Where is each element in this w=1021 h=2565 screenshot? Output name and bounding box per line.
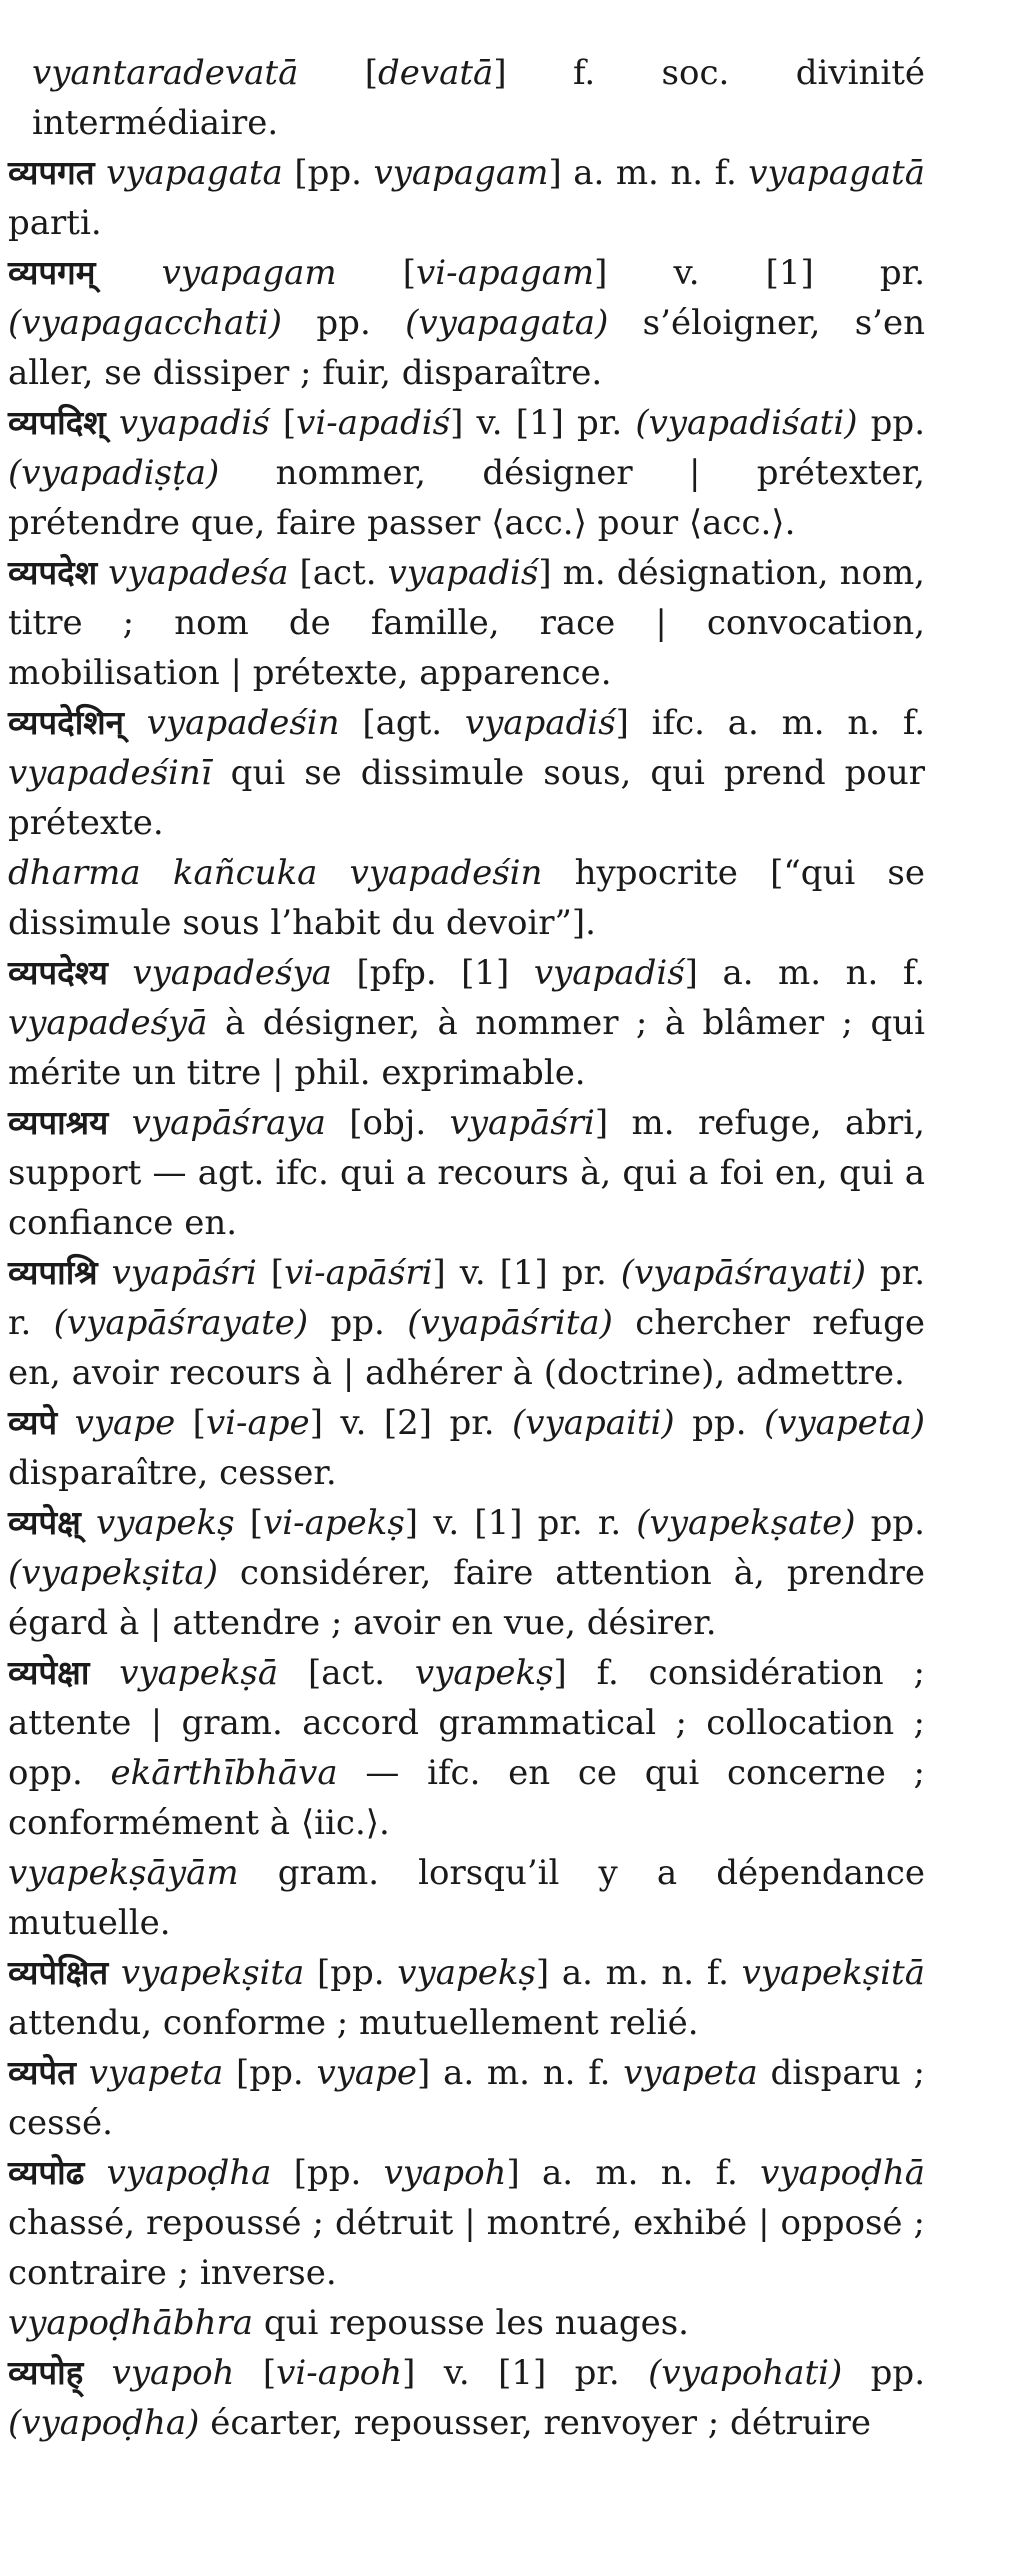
headword-devanagari: व्यपाश्रय bbox=[8, 1103, 109, 1142]
italic-term: vyapekṣ bbox=[397, 1953, 536, 1993]
italic-term: (vyapoḍha) bbox=[8, 2403, 200, 2443]
italic-term: (vyapekṣate) bbox=[636, 1503, 856, 1543]
entry-text: ] m. refuge, abri, support — agt. ifc. qui a recours à, qui a foi en, qui a confiance en. bbox=[8, 1103, 925, 1243]
entry-text: ] f. soc. divinité intermédiaire. bbox=[32, 53, 925, 143]
dictionary-entry bbox=[8, 1398, 925, 1498]
italic-term: vyapagatā bbox=[748, 153, 925, 193]
dictionary-entry bbox=[8, 1648, 925, 1848]
italic-term: (vyapohati) bbox=[648, 2353, 843, 2393]
italic-term: vyapadiś bbox=[464, 703, 616, 743]
italic-term: vyapagam bbox=[161, 253, 337, 293]
entry-text bbox=[84, 2153, 106, 2193]
italic-term: vyapāśri bbox=[111, 1253, 257, 1293]
entry-text: pp. bbox=[855, 1503, 925, 1543]
entry-text: nommer, désigner | prétexter, prétendre que, faire passer ⟨acc.⟩ pour ⟨acc.⟩. bbox=[8, 453, 925, 543]
entry-text: ] v. [1] pr. bbox=[402, 2353, 649, 2393]
italic-term: vyapadiś bbox=[533, 953, 685, 993]
italic-term: vyapāśraya bbox=[131, 1103, 326, 1143]
italic-term: vyape bbox=[316, 2053, 418, 2093]
entry-text: [ bbox=[298, 53, 379, 93]
italic-term: vyapekṣita bbox=[120, 1953, 305, 1993]
entry-text: [pp. bbox=[223, 2053, 317, 2093]
entry-text: gram. lorsqu’il y a dépendance mutuelle. bbox=[8, 1853, 925, 1943]
entry-text bbox=[108, 953, 133, 993]
italic-term: vyapekṣāyām bbox=[8, 1853, 239, 1893]
italic-term: (vyapagata) bbox=[405, 303, 609, 343]
headword-devanagari: व्यपदिश् bbox=[8, 403, 106, 442]
italic-term: vyapadeśyā bbox=[8, 1003, 208, 1043]
headword-devanagari: व्यपेक्षा bbox=[8, 1653, 90, 1692]
entry-text: écarter, repousser, renvoyer ; détruire bbox=[199, 2403, 872, 2443]
headword-devanagari: व्यपदेशिन् bbox=[8, 703, 124, 742]
dictionary-entry bbox=[8, 2048, 925, 2148]
entry-text bbox=[106, 403, 119, 443]
entry-text: ] a. m. n. f. bbox=[684, 953, 925, 993]
entry-text: [obj. bbox=[325, 1103, 450, 1143]
italic-term: (vyapāśrayate) bbox=[53, 1303, 309, 1343]
entry-text bbox=[98, 1253, 112, 1293]
dictionary-entry bbox=[8, 1498, 925, 1648]
headword-devanagari: व्यपदेश bbox=[8, 553, 98, 592]
dictionary-entry bbox=[8, 948, 925, 1098]
italic-term: vyapoh bbox=[111, 2353, 235, 2393]
headword-devanagari: व्यपेक्षित bbox=[8, 1953, 109, 1992]
headword-devanagari: व्यपगत bbox=[8, 153, 95, 192]
entry-text: pp. bbox=[308, 1303, 408, 1343]
italic-term: vyapeta bbox=[88, 2053, 224, 2093]
entry-text: pp. bbox=[282, 303, 406, 343]
entry-text: ] m. désignation, nom, titre ; nom de famille, race | convocation, mobilisation | prétexte, apparence. bbox=[8, 553, 925, 693]
entry-text: chercher refuge en, avoir recours à | adhérer à (doctrine), admettre. bbox=[8, 1303, 925, 1393]
italic-term: vyapagam bbox=[373, 153, 549, 193]
headword-devanagari: व्यपे bbox=[8, 1403, 58, 1442]
entry-text bbox=[95, 253, 161, 293]
italic-term: vyapāśri bbox=[449, 1103, 595, 1143]
entry-text: disparu ; cessé. bbox=[8, 2053, 926, 2143]
italic-term: vyapekṣ bbox=[95, 1503, 235, 1543]
headword-devanagari: व्यपोह् bbox=[8, 2353, 84, 2392]
italic-term: (vyapāśrita) bbox=[407, 1303, 613, 1343]
italic-term: dharma kañcuka vyapadeśin bbox=[8, 853, 543, 893]
entry-text: [pp. bbox=[282, 153, 374, 193]
entry-text: s’éloigner, s’en aller, se dissiper ; fuir, disparaître. bbox=[8, 303, 926, 393]
entry-text bbox=[108, 1103, 131, 1143]
entry-text: ] a. m. n. f. bbox=[548, 153, 749, 193]
entry-text: [pp. bbox=[271, 2153, 384, 2193]
entry-text: attendu, conforme ; mutuellement relié. bbox=[8, 2003, 699, 2043]
headword-devanagari: व्यपेत bbox=[8, 2053, 76, 2092]
entry-text bbox=[81, 1503, 96, 1543]
italic-term: vyapeta bbox=[623, 2053, 758, 2093]
italic-term: (vyapadiṣṭa) bbox=[8, 453, 220, 493]
entry-text: qui se dissimule sous, qui prend pour prétexte. bbox=[8, 753, 925, 843]
entry-text bbox=[95, 153, 107, 193]
headword-devanagari: व्यपेक्ष् bbox=[8, 1503, 81, 1542]
dictionary-entry bbox=[8, 1098, 925, 1248]
entry-text: qui repousse les nuages. bbox=[253, 2303, 689, 2343]
entry-text: ] ifc. a. m. n. f. bbox=[615, 703, 925, 743]
entry-text: [ bbox=[256, 1253, 285, 1293]
italic-term: vi-ape bbox=[205, 1403, 310, 1443]
entry-text: [act. bbox=[288, 553, 388, 593]
entry-text: [agt. bbox=[339, 703, 465, 743]
dictionary-entry bbox=[8, 148, 925, 248]
italic-term: vyapoḍhābhra bbox=[8, 2303, 254, 2343]
headword-devanagari: व्यपोढ bbox=[8, 2153, 85, 2192]
headword-devanagari: व्यपदेश्य bbox=[8, 953, 108, 992]
italic-term: vyapekṣitā bbox=[741, 1953, 925, 1993]
entry-text: disparaître, cesser. bbox=[8, 1453, 337, 1493]
italic-term: vi-apāśri bbox=[284, 1253, 433, 1293]
entry-text: ] a. m. n. f. bbox=[535, 1953, 742, 1993]
entry-text: [ bbox=[175, 1403, 206, 1443]
entry-text bbox=[97, 553, 108, 593]
entry-text: pp. bbox=[674, 1403, 764, 1443]
italic-term: vyapadiś bbox=[118, 403, 270, 443]
sub-entry bbox=[8, 848, 925, 948]
dictionary-entry bbox=[8, 698, 925, 848]
entry-text: ] v. [1] pr. bbox=[594, 253, 926, 293]
italic-term: (vyapadiśati) bbox=[635, 403, 858, 443]
italic-term: vi-apoh bbox=[276, 2353, 403, 2393]
entry-text: ] v. [1] pr. bbox=[432, 1253, 621, 1293]
italic-term: vyapadeśya bbox=[132, 953, 332, 993]
entry-text: ] v. [2] pr. bbox=[309, 1403, 513, 1443]
dictionary-entry bbox=[8, 48, 925, 148]
entry-text: [ bbox=[269, 403, 297, 443]
entry-text bbox=[76, 2053, 89, 2093]
dictionary-entry bbox=[8, 2348, 925, 2448]
italic-term: vyapadeśin bbox=[146, 703, 340, 743]
entry-text: ] a. m. n. f. bbox=[417, 2053, 624, 2093]
italic-term: vyapekṣ bbox=[414, 1653, 554, 1693]
entry-text: ] v. [1] pr. r. bbox=[404, 1503, 637, 1543]
sub-entry bbox=[8, 1848, 925, 1948]
entry-text: parti. bbox=[8, 203, 102, 243]
italic-term: vyapoḍhā bbox=[760, 2153, 925, 2193]
italic-term: (vyapekṣita) bbox=[8, 1553, 218, 1593]
entry-text: à désigner, à nommer ; à blâmer ; qui mérite un titre | phil. exprimable. bbox=[8, 1003, 925, 1093]
entry-text: pr. r. bbox=[8, 1253, 926, 1343]
dictionary-entry bbox=[8, 398, 925, 548]
italic-term: (vyapagacchati) bbox=[8, 303, 283, 343]
italic-term: vyantaradevatā bbox=[32, 53, 299, 93]
italic-term: vyapoḍha bbox=[106, 2153, 272, 2193]
entry-text: [pfp. [1] bbox=[331, 953, 534, 993]
italic-term: vyape bbox=[74, 1403, 176, 1443]
entry-text bbox=[108, 1953, 121, 1993]
italic-term: vi-apadiś bbox=[296, 403, 451, 443]
entry-text bbox=[124, 703, 147, 743]
entry-text bbox=[57, 1403, 74, 1443]
dictionary-entry bbox=[8, 2148, 925, 2298]
entry-text: chassé, repoussé ; détruit | montré, exhibé | opposé ; contraire ; inverse. bbox=[8, 2203, 925, 2293]
entry-text bbox=[83, 2353, 111, 2393]
entry-text: pp. bbox=[857, 403, 925, 443]
entry-text: ] v. [1] pr. bbox=[450, 403, 636, 443]
italic-term: vi-apekṣ bbox=[263, 1503, 405, 1543]
dictionary-entry bbox=[8, 1948, 925, 2048]
entry-text: [ bbox=[234, 2353, 277, 2393]
entry-text: hypocrite [“qui se dissimule sous l’habit du devoir”]. bbox=[8, 853, 925, 943]
entry-text: [ bbox=[234, 1503, 264, 1543]
dictionary-entry bbox=[8, 1248, 925, 1398]
italic-term: vyapadeśa bbox=[108, 553, 289, 593]
entry-text: ] f. considération ; attente | gram. accord grammatical ; collocation ; opp. bbox=[8, 1653, 926, 1793]
sub-entry bbox=[8, 2298, 925, 2348]
entry-text: pp. bbox=[842, 2353, 925, 2393]
italic-term: ekārthībhāva bbox=[110, 1753, 338, 1793]
italic-term: vyapoh bbox=[383, 2153, 507, 2193]
italic-term: vyapekṣā bbox=[119, 1653, 279, 1693]
entry-text: [ bbox=[336, 253, 416, 293]
italic-term: vyapadiś bbox=[387, 553, 539, 593]
italic-term: (vyapeta) bbox=[763, 1403, 926, 1443]
italic-term: (vyapāśrayati) bbox=[620, 1253, 866, 1293]
entry-text: considérer, faire attention à, prendre égard à | attendre ; avoir en vue, désirer. bbox=[8, 1553, 925, 1643]
headword-devanagari: व्यपगम् bbox=[8, 253, 96, 292]
dictionary-entry bbox=[8, 548, 925, 698]
entry-text: [act. bbox=[278, 1653, 415, 1693]
dictionary-entry bbox=[8, 248, 925, 398]
entry-text: ] a. m. n. f. bbox=[506, 2153, 761, 2193]
entry-text: — ifc. en ce qui concerne ; conformément à ⟨iic.⟩. bbox=[8, 1753, 925, 1843]
italic-term: (vyapaiti) bbox=[512, 1403, 675, 1443]
headword-devanagari: व्यपाश्रि bbox=[8, 1253, 98, 1292]
italic-term: vyapadeśinī bbox=[8, 753, 212, 793]
entry-text: [pp. bbox=[304, 1953, 398, 1993]
italic-term: devatā bbox=[378, 53, 494, 93]
italic-term: vi-apagam bbox=[416, 253, 595, 293]
italic-term: vyapagata bbox=[106, 153, 283, 193]
entry-text bbox=[89, 1653, 119, 1693]
